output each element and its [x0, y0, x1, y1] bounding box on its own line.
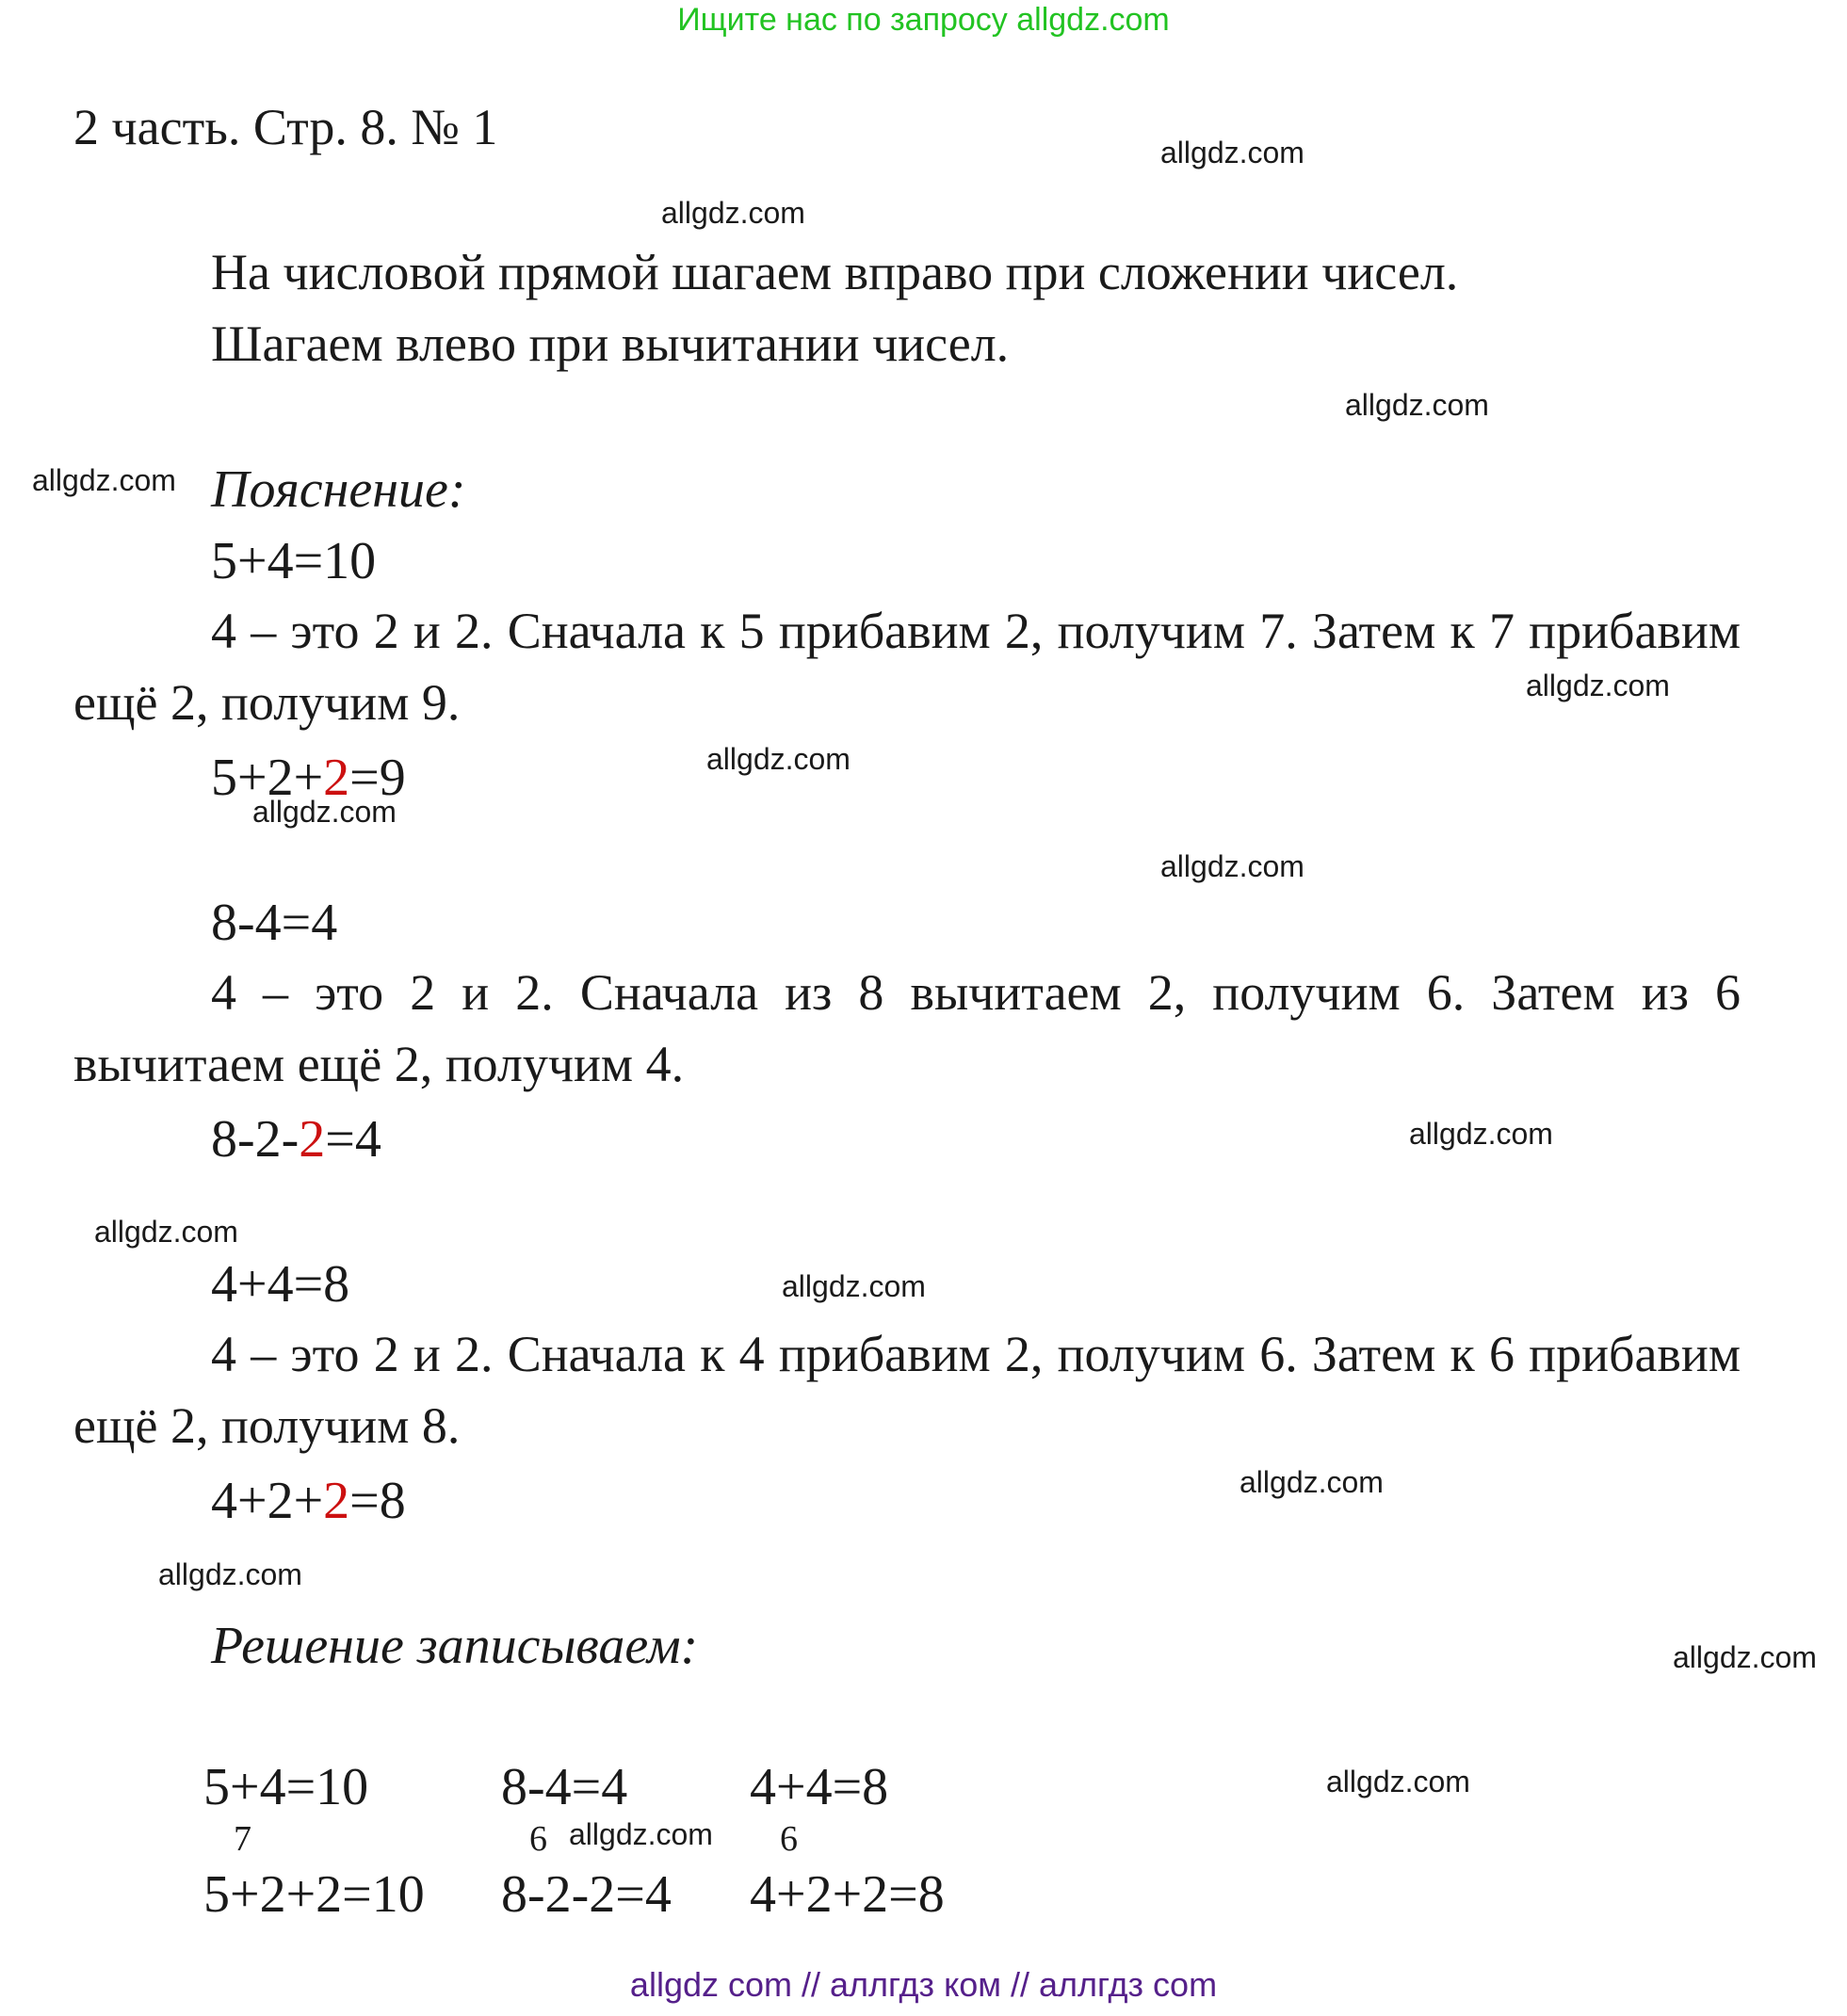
watermark: allgdz.com [252, 795, 397, 829]
block-3-text: 4 – это 2 и 2. Сначала к 4 прибавим 2, получим 6. Затем к 6 прибавим ещё 2, получим 8. [73, 1326, 1741, 1454]
solution-col-1-mid: 7 [234, 1819, 251, 1859]
block-1-equation: 5+4=10 [211, 532, 377, 590]
watermark: allgdz.com [1160, 136, 1304, 169]
watermark: allgdz.com [1526, 669, 1670, 702]
block-2-expansion: 8-2-2=4 [211, 1110, 381, 1169]
watermark: allgdz.com [1160, 849, 1304, 883]
solution-col-3-mid: 6 [780, 1819, 798, 1859]
watermark: allgdz.com [661, 196, 805, 230]
highlight-number: 2 [323, 749, 350, 807]
answer-line-1: На числовой прямой шагаем вправо при сложении чисел. [211, 244, 1459, 300]
watermark: allgdz.com [158, 1557, 302, 1591]
watermark: allgdz.com [569, 1817, 713, 1851]
watermark: allgdz.com [32, 463, 176, 497]
block-2-equation: 8-4=4 [211, 894, 338, 952]
block-3-expansion: 4+2+2=8 [211, 1472, 406, 1530]
solution-col-2-bottom: 8-2-2=4 [501, 1865, 672, 1924]
block-2-text: 4 – это 2 и 2. Сначала из 8 вычитаем 2, получим 6. Затем из 6 вычитаем ещё 2, получим 4. [73, 964, 1741, 1092]
solution-col-1-bottom: 5+2+2=10 [203, 1865, 425, 1924]
answer-line-2: Шагаем влево при вычитании чисел. [211, 315, 1010, 372]
highlight-number: 2 [323, 1472, 350, 1530]
explanation-heading: Пояснение: [211, 460, 466, 519]
watermark: allgdz.com [1239, 1465, 1384, 1499]
block-1-expansion: 5+2+2=9 [211, 749, 406, 807]
watermark: allgdz.com [782, 1269, 926, 1303]
watermark: allgdz.com [94, 1215, 238, 1249]
block-1-text: 4 – это 2 и 2. Сначала к 5 прибавим 2, получим 7. Затем к 7 прибавим ещё 2, получим 9. [73, 603, 1741, 731]
highlight-number: 2 [299, 1110, 326, 1169]
task-title: 2 часть. Стр. 8. № 1 [73, 99, 498, 155]
block-3-equation: 4+4=8 [211, 1255, 350, 1314]
solution-col-3-bottom: 4+2+2=8 [750, 1865, 945, 1924]
watermark: allgdz.com [1326, 1765, 1470, 1798]
solution-col-3-top: 4+4=8 [750, 1758, 889, 1816]
watermark: allgdz.com [1673, 1640, 1817, 1674]
solution-heading: Решение записываем: [211, 1617, 699, 1675]
top-banner-link[interactable]: Ищите нас по запросу allgdz.com [677, 2, 1170, 38]
solution-col-2-mid: 6 [529, 1819, 547, 1859]
solution-col-2-top: 8-4=4 [501, 1758, 628, 1816]
watermark: allgdz.com [1409, 1117, 1553, 1151]
solution-col-1-top: 5+4=10 [203, 1758, 369, 1816]
footer-banner-link[interactable]: allgdz com // аллгдз ком // аллгдз com [629, 1965, 1218, 2004]
watermark: allgdz.com [1345, 388, 1489, 422]
watermark: allgdz.com [706, 742, 851, 776]
